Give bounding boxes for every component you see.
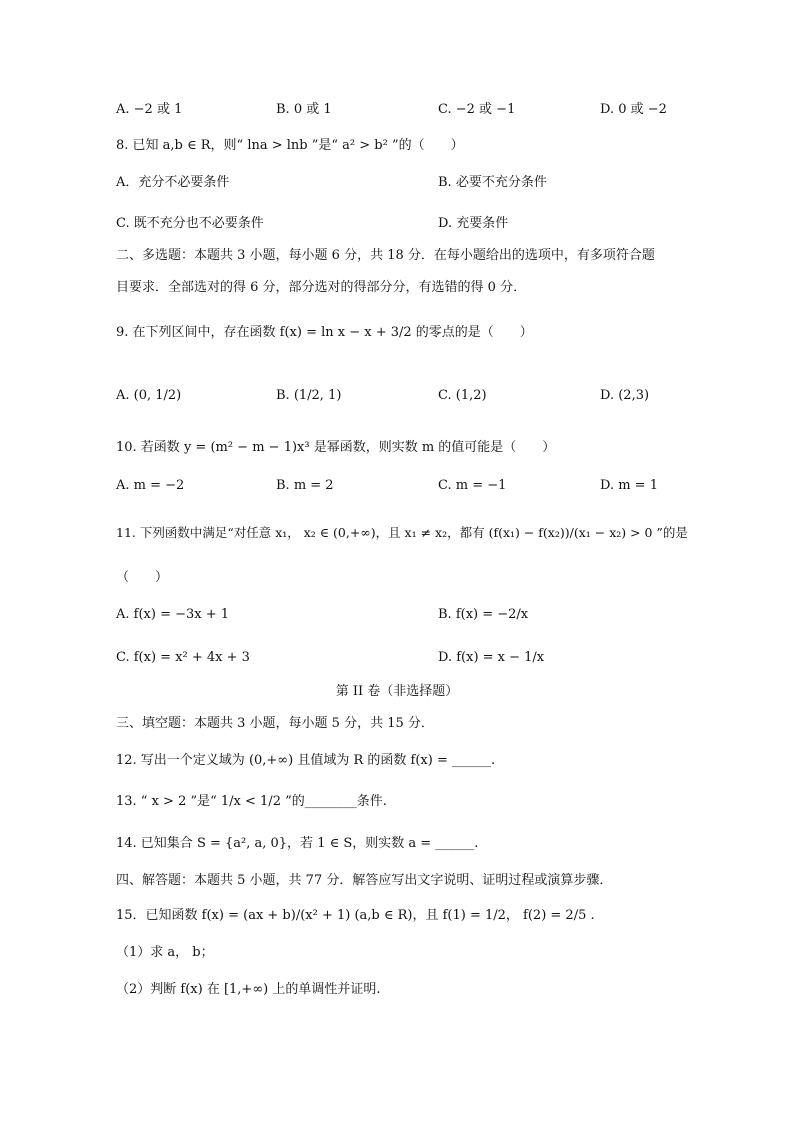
q13-stem: 13. “ x > 2 ”是“ 1/x < 1/2 ”的________条件. [116,794,387,809]
q7-option-d: D. 0 或 −2 [600,102,667,117]
part2-title: 第 II 卷（非选择题） [335,684,459,699]
q8-stem: 8. 已知 a,b ∈ R，则“ lna > lnb ”是“ a² > b² ”的（ ） [116,138,464,153]
q15-stem: 15．已知函数 f(x) = (ax + b)/(x² + 1) (a,b ∈ R)，且 f(1) = 1/2， f(2) = 2/5 . [116,908,595,923]
q11-option-c: C. f(x) = x² + 4x + 3 [116,650,250,665]
q9-option-b: B. (1/2, 1) [276,388,342,403]
q10-option-c: C. m = −1 [438,478,507,493]
q7-option-a: A. −2 或 1 [116,102,183,117]
q11-option-a: A. f(x) = −3x + 1 [116,607,230,622]
q11-answer-paren: （ ） [116,570,169,585]
q11-option-b: B. f(x) = −2/x [438,607,529,622]
section3-heading: 三、填空题：本题共 3 小题，每小题 5 分，共 15 分． [116,716,434,731]
q7-option-c: C. −2 或 −1 [438,102,516,117]
q9-option-d: D. (2,3) [600,388,650,403]
q11-option-d: D. f(x) = x − 1/x [438,650,545,665]
q7-option-b: B. 0 或 1 [276,102,332,117]
q9-option-a: A. (0, 1/2) [116,388,182,403]
q11-stem: 11. 下列函数中满足“对任意 x₁， x₂ ∈ (0,+∞)，且 x₁ ≠ x₂，都有 (f(x₁) − f(x₂))/(x₁ − x₂) > 0 ”的是 [116,525,688,540]
q9-option-c: C. (1,2) [438,388,487,403]
q8-option-d: D. 充要条件 [438,216,509,231]
q12-stem: 12. 写出一个定义域为 (0,+∞) 且值域为 R 的函数 f(x) = ______. [116,753,496,768]
section4-heading: 四、解答题：本题共 5 小题，共 77 分．解答应写出文字说明、证明过程或演算步骤． [116,873,613,888]
q8-option-a: A．充分不必要条件 [116,175,230,190]
q10-stem: 10. 若函数 y = (m² − m − 1)x³ 是幂函数，则实数 m 的值可能是（ ） [116,440,556,455]
q10-option-d: D. m = 1 [600,478,658,493]
q8-option-c: C. 既不充分也不必要条件 [116,216,264,231]
q9-stem: 9. 在下列区间中，存在函数 f(x) = ln x − x + 3/2 的零点的是（ ） [116,325,533,340]
q15-part1: （1）求 a， b； [116,945,214,960]
q14-stem: 14. 已知集合 S = {a², a, 0}，若 1 ∈ S，则实数 a = ______. [116,836,479,851]
section2-heading-line1: 二、多选题：本题共 3 小题，每小题 6 分，共 18 分．在每小题给出的选项中，有多项符合题 [116,248,655,263]
q8-option-b: B. 必要不充分条件 [438,175,547,190]
section2-heading-line2: 目要求．全部选对的得 6 分，部分选对的得部分分，有选错的得 0 分． [116,280,527,295]
q10-option-a: A. m = −2 [116,478,185,493]
q10-option-b: B. m = 2 [276,478,334,493]
q15-part2: （2）判断 f(x) 在 [1,+∞) 上的单调性并证明. [116,982,381,997]
